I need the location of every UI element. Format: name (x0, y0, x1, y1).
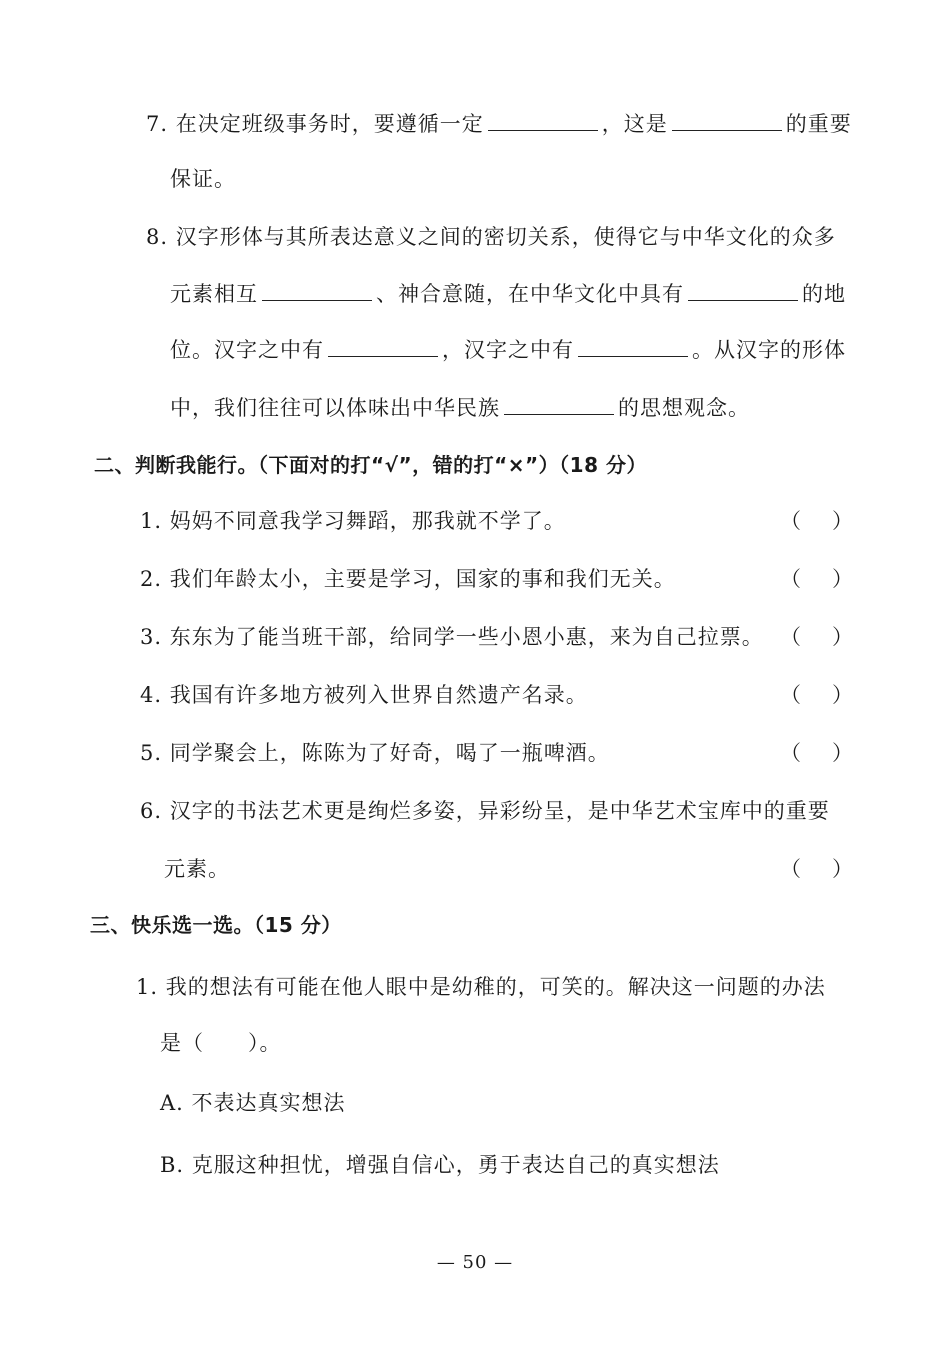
q8-text-2c: 的地 (802, 282, 846, 306)
tf-answer-4[interactable]: （ ） (780, 683, 854, 707)
q8-text-3a: 位。汉字之中有 (170, 338, 324, 362)
tf-item-2: 2. 我们年龄太小，主要是学习，国家的事和我们无关。 (140, 567, 676, 591)
mc-q1-line2[interactable]: 是（ ）。 (160, 1031, 282, 1055)
q7-blank-2[interactable] (672, 108, 782, 131)
q8-blank-2[interactable] (688, 278, 798, 301)
q7-blank-1[interactable] (488, 108, 598, 131)
tf-item-5: 5. 同学聚会上，陈陈为了好奇，喝了一瓶啤酒。 (140, 741, 610, 765)
q7-text-c: 的重要 (785, 112, 852, 136)
q8-text-2a: 元素相互 (170, 282, 258, 306)
q8-blank-3[interactable] (328, 334, 438, 357)
q8-blank-1[interactable] (262, 278, 372, 301)
section2-heading: 二、判断我能行。（下面对的打“√”，错的打“×”）（18 分） (94, 453, 647, 477)
tf-item-3: 3. 东东为了能当班干部，给同学一些小恩小惠，来为自己拉票。 (140, 625, 764, 649)
tf-answer-3[interactable]: （ ） (780, 625, 854, 649)
q7-text-b: ，这是 (601, 112, 668, 136)
q8-text-3c: 。从汉字的形体 (692, 338, 846, 362)
mc-q1-line1: 1. 我的想法有可能在他人眼中是幼稚的，可笑的。解决这一问题的办法 (136, 975, 826, 999)
tf-item-6-cont: 元素。 (164, 857, 230, 881)
section3-heading: 三、快乐选一选。（15 分） (90, 913, 342, 937)
q8-text-3b: ，汉字之中有 (442, 338, 574, 362)
page-number: — 50 — (436, 1252, 514, 1273)
q8-line3 (170, 334, 846, 365)
q8-blank-4[interactable] (578, 334, 688, 357)
tf-answer-1[interactable]: （ ） (780, 509, 854, 533)
tf-item-1: 1. 妈妈不同意我学习舞蹈，那我就不学了。 (140, 509, 566, 533)
tf-item-6: 6. 汉字的书法艺术更是绚烂多姿，异彩纷呈，是中华艺术宝库中的重要 (140, 799, 830, 823)
q8-line2 (170, 278, 846, 309)
q7-line2: 保证。 (170, 167, 236, 191)
tf-item-4: 4. 我国有许多地方被列入世界自然遗产名录。 (140, 683, 588, 707)
mc-option-a: A. 不表达真实想法 (160, 1091, 346, 1115)
q7-text-a: 7. 在决定班级事务时，要遵循一定 (146, 112, 484, 136)
q8-line1: 8. 汉字形体与其所表达意义之间的密切关系，使得它与中华文化的众多 (146, 225, 836, 249)
q8-blank-5[interactable] (504, 392, 614, 415)
q8-text-4a: 中，我们往往可以体味出中华民族 (170, 396, 500, 420)
tf-answer-5[interactable]: （ ） (780, 741, 854, 765)
q8-line4 (170, 392, 750, 423)
tf-answer-6[interactable]: （ ） (780, 857, 854, 881)
q8-text-4b: 的思想观念。 (618, 396, 750, 420)
q8-text-2b: 、神合意随，在中华文化中具有 (376, 282, 684, 306)
tf-answer-2[interactable]: （ ） (780, 567, 854, 591)
mc-option-b: B. 克服这种担忧，增强自信心，勇于表达自己的真实想法 (160, 1153, 720, 1177)
q7-line1 (146, 108, 852, 139)
